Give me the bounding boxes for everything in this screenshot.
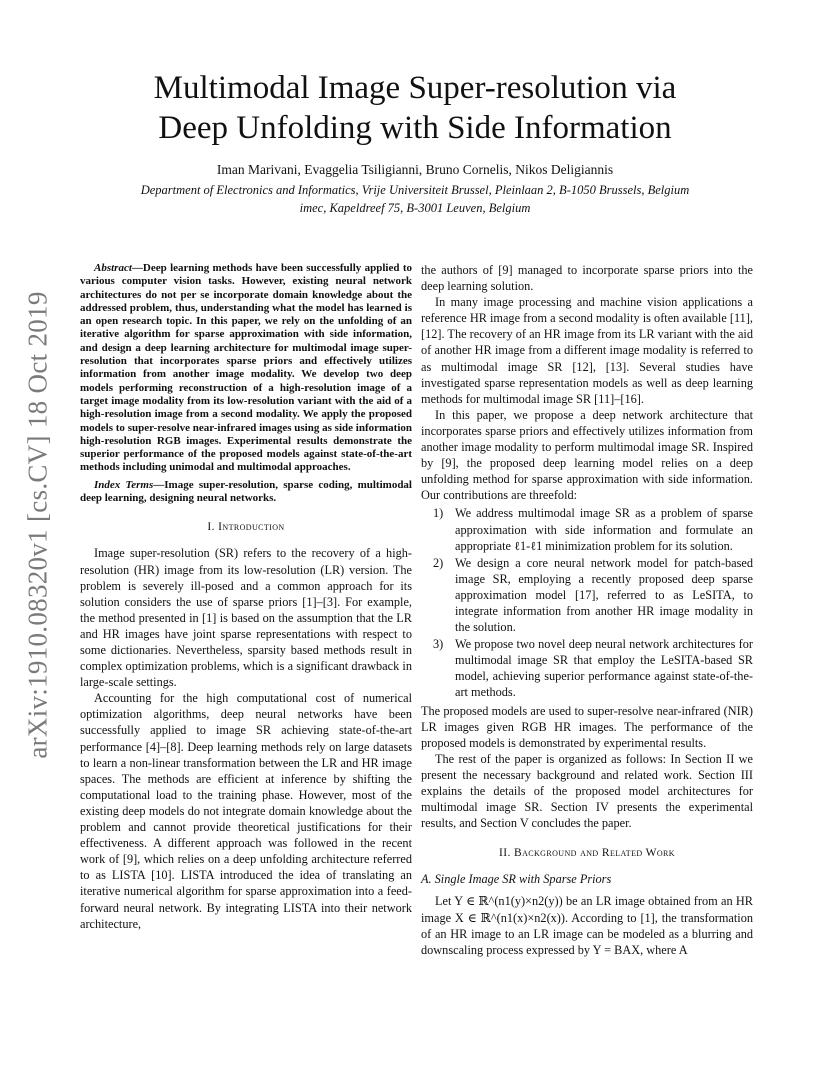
index-terms-label: Index Terms — [94, 478, 154, 491]
paper-title — [70, 68, 760, 148]
section-heading-background: II. Background and Related Work — [499, 847, 675, 860]
affiliation — [70, 181, 760, 217]
affiliation-line-2: imec, Kapeldreef 75, B-3001 Leuven, Belgium — [299, 201, 531, 215]
abstract — [80, 262, 412, 475]
arxiv-identifier — [8, 290, 68, 760]
list-item-text: We address multimodal image SR as a problem of sparse approximation with side information and formulate an appropriate ℓ1-ℓ1 minimization problem for its solution. — [455, 506, 753, 553]
list-item-text: We design a core neural network model for patch-based image SR, employing a recently proposed deep sparse approximation model [17], referred to as LeSITA, to integrate information from another HR image modality in the solution. — [455, 555, 753, 635]
list-item-number: 1) — [433, 506, 444, 521]
list-item — [421, 555, 753, 635]
arxiv-identifier-text: arXiv:1910.08320v1 [cs.CV] 18 Oct 2019 — [22, 291, 53, 759]
intro-paragraph-1: Image super-resolution (SR) refers to the recovery of a high-resolution (HR) image from its low-resolution (LR) version. The problem is severely ill-posed and a common approach for its solution considers the use of sparse priors [1]–[3]. For example, the method presented in [1] is based on the assumption that the LR and HR images have joint sparse representations with respect to some dictionaries. Nevertheless, sparsity based methods result in complex optimization problems, which is a significant drawback in large-scale settings. — [80, 546, 412, 690]
intro-paragraph-6: The rest of the paper is organized as follows: In Section II we present the necessary background and related work. Section III explains the details of the proposed model architectures for multimodal image SR. Section IV presents the experimental results, and Section V concludes the paper. — [421, 751, 753, 831]
list-item-number: 3) — [433, 637, 444, 652]
abstract-text: —Deep learning methods have been successfully applied to various computer vision tasks. However, existing neural network architectures do not per se incorporate domain knowledge about the addressed problem, thus, understanding what the model has learned is an open research topic. In this paper, we rely on the unfolding of an iterative algorithm for sparse approximation with side information, and design a deep learning architecture for multimodal image super-resolution that incorporates sparse priors and effectively utilizes information from another image modality. We develop two deep models performing reconstruction of a high-resolution image of a target image modality from its low-resolution variant with the aid of a high-resolution image from a second modality. We apply the proposed models to super-resolve near-infrared images using as side information high-resolution RGB images. Experimental results demonstrate the superior performance of the proposed models against state-of-the-art methods including unimodal and multimodal approaches. — [80, 262, 412, 474]
intro-paragraph-4: In this paper, we propose a deep network architecture that incorporates sparse priors and effectively utilizes information from another image modality to perform multimodal image SR. Inspired by [9], the proposed deep learning model relies on a deep unfolding method for sparse approximation with side information. Our contributions are threefold: — [421, 407, 753, 503]
paper-title-line-2: Deep Unfolding with Side Information — [158, 110, 672, 146]
intro-paragraph-3: In many image processing and machine vision applications a reference HR image from a second modality is often available [11], [12]. The recovery of an HR image from its LR variant with the aid of another HR image from a different image modality is referred to as multimodal image SR [12], [13]. Several studies have investigated sparse representation models as well as deep learning methods for multimodal image SR [11]–[16]. — [421, 295, 753, 406]
list-item — [421, 505, 753, 553]
intro-paragraph-2: Accounting for the high computational cost of numerical optimization algorithms, deep neural networks have been successfully applied to image SR achieving state-of-the-art performance [4]–[8]. Deep learning methods rely on large datasets to learn a non-linear transformation between the LR and HR image spaces. The methods are efficient at inference by shifting the computational load to the training phase. However, most of the existing deep models do not integrate domain knowledge about the problem and cannot provide theoretical justifications for their effectiveness. A different approach was followed in the recent work of [9], which relies on a deep unfolding architecture referred to as LISTA [10]. LISTA introduced the idea of translating an iterative numerical algorithm for sparse approximation into a feed-forward neural network. By integrating LISTA into their network architecture, — [80, 691, 412, 931]
background-paragraph-1: Let Y ∈ ℝ^(n1(y)×n2(y)) be an LR image obtained from an HR image X ∈ ℝ^(n1(x)×n2(x)). According to [1], the transformation of an HR image to an LR image can be modeled as a blurring and downscaling process expressed by Y = BAX, where A — [421, 894, 753, 957]
paper-title-line-1: Multimodal Image Super-resolution via — [153, 70, 677, 106]
intro-paragraph-2-continued: the authors of [9] managed to incorporate sparse priors into the deep learning solution. — [421, 263, 753, 294]
section-heading-introduction: I. Introduction — [207, 521, 285, 534]
left-column — [80, 262, 412, 932]
list-item-text: We propose two novel deep neural network architectures for multimodal image SR that employ the LeSITA-based SR model, achieving superior performance against state-of-the-art methods. — [455, 637, 753, 700]
contributions-list — [421, 505, 753, 700]
list-item — [421, 636, 753, 700]
subsection-heading: A. Single Image SR with Sparse Priors — [421, 872, 612, 887]
abstract-label: Abstract — [94, 262, 132, 274]
intro-paragraph-5: The proposed models are used to super-resolve near-infrared (NIR) LR images given RGB HR images. The performance of the proposed models is demonstrated by experimental results. — [421, 703, 753, 750]
right-column — [421, 262, 753, 958]
list-item-number: 2) — [433, 555, 444, 570]
index-terms-text: —Image super-resolution, sparse coding, multimodal deep learning, designing neural networks. — [80, 478, 412, 505]
author-list: Iman Marivani, Evaggelia Tsiligianni, Bruno Cornelis, Nikos Deligiannis — [216, 162, 614, 177]
index-terms — [80, 479, 412, 506]
affiliation-line-1: Department of Electronics and Informatics, Vrije Universiteit Brussel, Pleinlaan 2, B-1050 Brussels, Belgium — [140, 183, 690, 197]
